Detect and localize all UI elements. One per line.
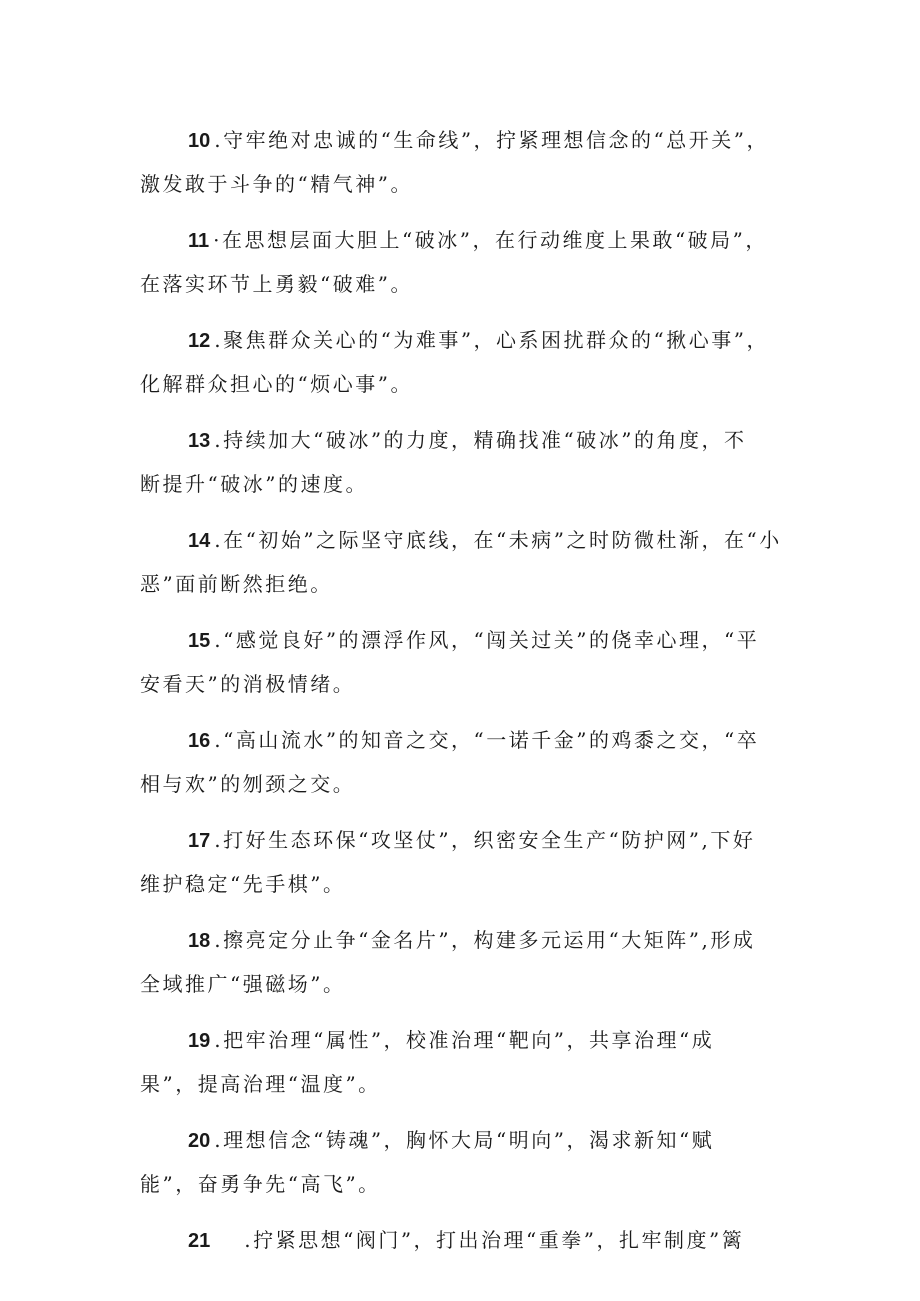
item-number: 15 [188,630,211,652]
item-text-line2: 全域推广“强磁场”。 [140,972,346,996]
item-text-line2: 激发敢于斗争的“精气神”。 [140,172,413,196]
item-number: 12 [188,330,211,352]
list-item [140,318,790,406]
item-text-line1: .擦亮定分止争“金名片”，构建多元运用“大矩阵”,形成 [214,928,756,952]
list-item [140,1118,790,1206]
item-text-line2: 断提升“破冰”的速度。 [140,472,368,496]
item-number: 10 [188,130,211,152]
item-text-line1: .理想信念“铸魂”，胸怀大局“明向”，渴求新知“赋 [214,1128,715,1152]
item-number: 18 [188,930,211,952]
item-text-line1: .守牢绝对忠诚的“生命线”，拧紧理想信念的“总开关”， [214,128,770,152]
item-number: 19 [188,1030,211,1052]
list-item [140,218,790,306]
item-text-line1: .在“初始”之际坚守底线，在“未病”之时防微杜渐，在“小 [214,528,782,552]
list-item [140,118,790,206]
item-text-line2: 果”，提高治理“温度”。 [140,1072,381,1096]
item-text-line1: .“感觉良好”的漂浮作风，“闯关过关”的侥幸心理，“平 [214,628,760,652]
list-item [140,918,790,1006]
item-text-line2: 维护稳定“先手棋”。 [140,872,346,896]
item-text-line2: 安看天”的消极情绪。 [140,672,356,696]
list-item [140,818,790,906]
item-text-line1: .聚焦群众关心的“为难事”，心系困扰群众的“揪心事”， [214,328,770,352]
item-text-line1: ·在思想层面大胆上“破冰”，在行动维度上果敢“破局”， [213,228,768,252]
item-text-line2: 能”，奋勇争先“高飞”。 [140,1172,381,1196]
item-text-line2: 恶”面前断然拒绝。 [140,572,333,596]
item-number: 13 [188,430,211,452]
item-number: 16 [188,730,211,752]
list-item [140,1018,790,1106]
item-text-line1: .把牢治理“属性”，校准治理“靶向”，共享治理“成 [214,1028,715,1052]
list-item [140,518,790,606]
item-number: 14 [188,530,211,552]
item-number: 11 [188,230,210,252]
item-text-line2: 相与欢”的刎颈之交。 [140,772,356,796]
item-text-line1: .打好生态环保“攻坚仗”，织密安全生产“防护网”,下好 [214,828,756,852]
list-item [140,418,790,506]
item-text-line1: .持续加大“破冰”的力度，精确找准“破冰”的角度，不 [214,428,747,452]
item-text-line2: 化解群众担心的“烦心事”。 [140,372,413,396]
item-text-line2: 在落实环节上勇毅“破难”。 [140,272,413,296]
item-text-line1: .“高山流水”的知音之交，“一诺千金”的鸡黍之交，“卒 [214,728,760,752]
item-number: 17 [188,830,211,852]
item-number: 21 [188,1230,211,1252]
item-number: 20 [188,1130,211,1152]
list-item [140,718,790,806]
list-item [140,618,790,706]
list-item [140,1218,790,1262]
phrase-list [140,118,790,1274]
item-text-line1: .拧紧思想“阀门”，打出治理“重拳”，扎牢制度”篱 [244,1228,745,1252]
